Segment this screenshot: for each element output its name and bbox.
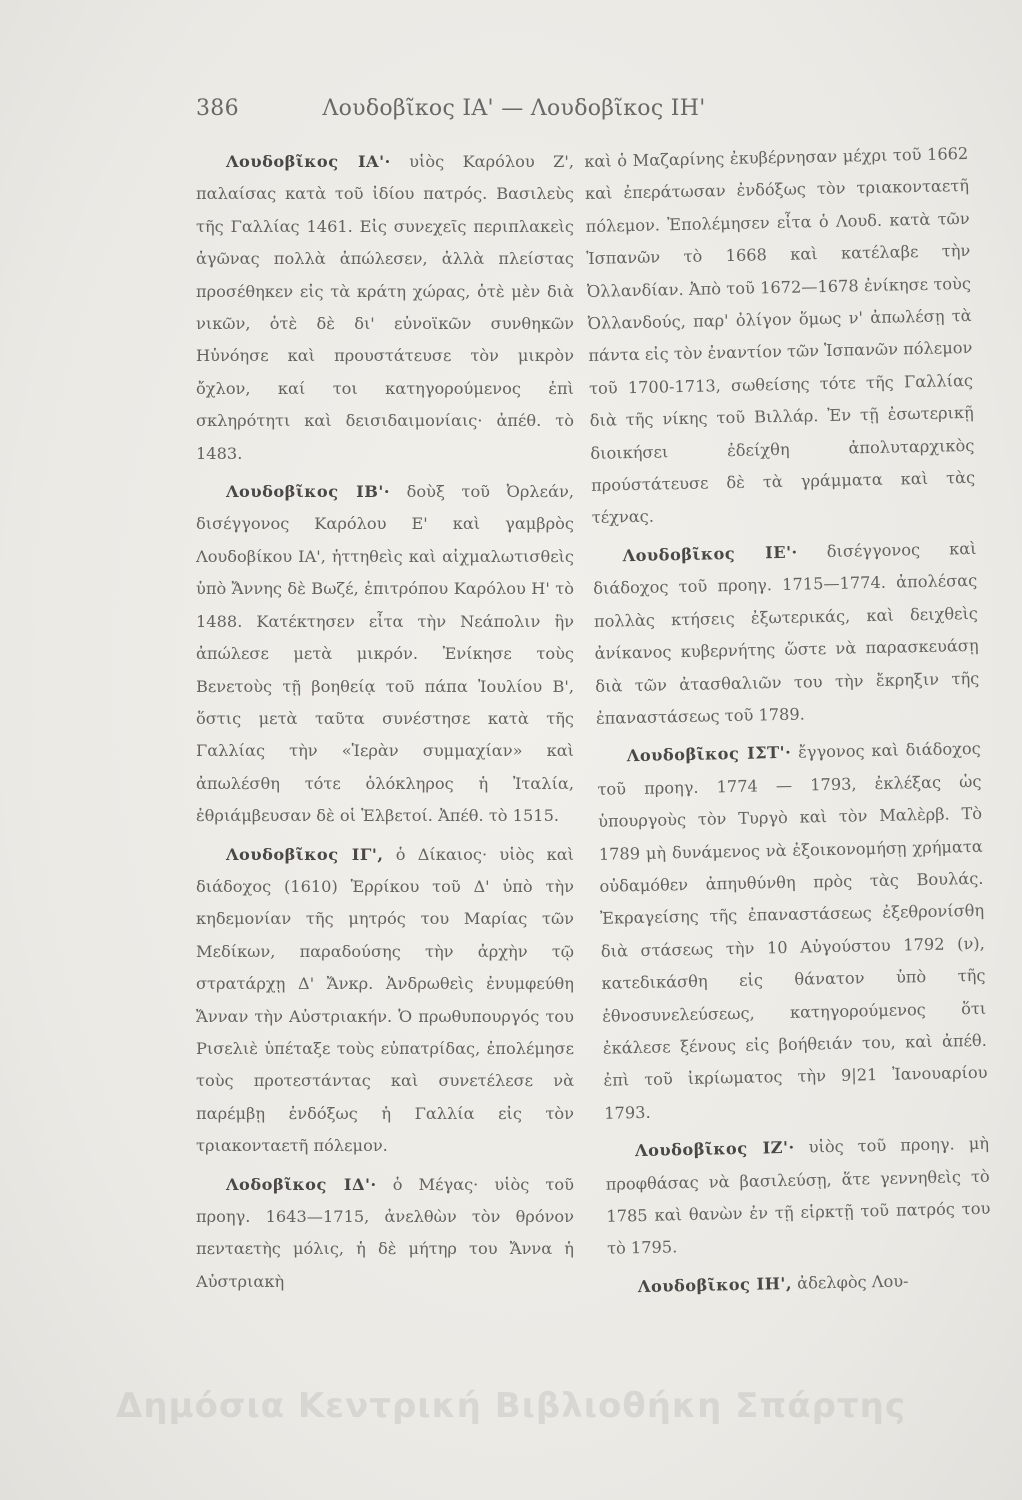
- entry-text: υἱὸς τοῦ προηγ. μὴ προφθάσας νὰ βασιλεύσῃ, ἅτε γεννηθεὶς τὸ 1785 καὶ θανὼν ἐν τῇ εἱρκτῇ τοῦ πατρός του τὸ 1795.: [605, 1133, 991, 1259]
- entry-louis-xiv: [196, 1169, 574, 1299]
- entry-louis-xiv-continued: [584, 138, 976, 535]
- entry-heading: Λουδοβῖκος ΙΑ'·: [226, 152, 391, 171]
- entry-text: δισέγγονος καὶ διάδοχος τοῦ προηγ. 1715—1774. ἀπολέσας πολλὰς κτήσεις ἐξωτερικάς, καὶ δειχθεὶς ἀνίκανος κυβερνήτης ὥστε νὰ παρασκευάσῃ διὰ τῶν ἀτασθαλιῶν του τὴν ἔκρηξιν τῆς ἐπαναστάσεως τοῦ 1789.: [593, 538, 980, 728]
- entry-heading: Λουδοβῖκος ΙΣΤ'·: [626, 743, 792, 766]
- entry-louis-xii: [196, 476, 574, 832]
- entry-louis-xiii: [196, 839, 574, 1163]
- entry-louis-xv: [592, 533, 980, 735]
- running-title: Λουδοβῖκος ΙΑ' — Λουδοβῖκος ΙΗ': [322, 96, 706, 121]
- entry-text: ἀδελφὸς Λου-: [796, 1271, 909, 1293]
- entry-heading: Λουδοβῖκος ΙΓ',: [226, 844, 384, 864]
- entry-heading: Λουδοβῖκος ΙΗ',: [637, 1273, 793, 1296]
- entry-text: ὁ Μέγας· υἱὸς τοῦ προηγ. 1643—1715, ἀνελθὼν τὸν θρόνον πενταετὴς μόλις, ἡ δὲ μήτηρ του Ἄννα ἡ Αὐστριακὴ: [196, 1174, 574, 1291]
- entry-heading: Λουδοβῖκος ΙΒ'·: [226, 482, 390, 502]
- entry-louis-xi: [196, 146, 574, 470]
- entry-text: ὁ Δίκαιος· υἱὸς καὶ διάδοχος (1610) Ἑρρίκου τοῦ Δ' ὑπὸ τὴν κηδεμονίαν τῆς μητρός του Μαρίας τῶν Μεδίκων, παραδούσης τὴν ἀρχὴν τῷ στρατάρχῃ Δ' Ἄνκρ. Ἀνδρωθεὶς ἐνυμφεύθη Ἄνναν τὴν Αὐστριακήν. Ὁ πρωθυπουργός του Ρισελιὲ ὑπέταξε τοὺς εὐπατρίδας, ἐπολέμησε τοὺς προτεστάντας καὶ συνετέλεσε νὰ παρέμβῃ ἐνδόξως ἡ Γαλλία εἰς τὸν τριακονταετῆ πόλεμον.: [196, 844, 575, 1156]
- page-number: 386: [196, 96, 239, 121]
- entry-louis-xvi: [596, 733, 988, 1130]
- page-header: [196, 96, 832, 136]
- entry-text: υἱὸς Καρόλου Ζ', παλαίσας κατὰ τοῦ ἰδίου πατρός. Βασιλεὺς τῆς Γαλλίας 1461. Εἰς συνεχεῖς περιπλακεὶς ἀγῶνας πολλὰ ἀπώλεσεν, ἀλλὰ πλείστας προσέθηκεν εἰς τὰ κράτη χώρας, ὁτὲ μὲν διὰ νικῶν, ὁτὲ δὲ δι' εὐνοϊκῶν συνθηκῶν Ηὐνόησε καὶ προυστάτευσε τὸν μικρὸν ὄχλον, καί τοι κατηγορούμενος ἐπὶ σκληρότητι καὶ δεισιδαιμονίαις· ἀπέθ. τὸ 1483.: [196, 152, 574, 463]
- left-column: [196, 146, 574, 1304]
- entry-heading: Λουδοβῖκος ΙΕ'·: [622, 542, 798, 566]
- entry-louis-xviii: [608, 1264, 993, 1304]
- entry-text: ἔγγονος καὶ διάδοχος τοῦ προηγ. 1774 — 1793, ἐκλέξας ὡς ὑπουργοὺς τὸν Τυργὸ καὶ τὸν Μαλὲρβ. Τὸ 1789 μὴ δυνάμενος νὰ ἐξοικονομήσῃ χρήματα οὐδαμόθεν ἀπηυθύνθη πρὸς τὰς Βουλάς. Ἐκραγείσης τῆς ἐπαναστάσεως ἐξεθρονίσθη διὰ στάσεως τὴν 10 Αὐγούστου 1792 (ν), κατεδικάσθη εἰς θάνατον ὑπὸ τῆς ἐθνοσυνελεύσεως, κατηγορούμενος ὅτι ἐκάλεσε ξένους εἰς βοήθειάν του, καὶ ἀπέθ. ἐπὶ τοῦ ἰκρίωματος τὴν 9|21 Ἰανουαρίου 1793.: [597, 739, 988, 1123]
- entry-louis-xvii: [605, 1128, 992, 1266]
- library-watermark: Δημόσια Κεντρική Βιβλιοθήκη Σπάρτης: [116, 1386, 906, 1426]
- entry-heading: Λουδοβῖκος ΙΖ'·: [634, 1137, 795, 1161]
- entry-text: καὶ ὁ Μαζαρίνης ἐκυβέρνησαν μέχρι τοῦ 1662 καὶ ἐπεράτωσαν ἐνδόξως τὸν τριακονταετῆ πόλεμον. Ἐπολέμησεν εἶτα ὁ Λουδ. κατὰ τῶν Ἱσπανῶν τὸ 1668 καὶ κατέλαβε τὴν Ὀλλανδίαν. Ἀπὸ τοῦ 1672—1678 ἐνίκησε τοὺς Ὀλλανδούς, παρ' ὀλίγον ὅμως ν' ἀπωλέσῃ τὰ πάντα εἰς τὸν ἐναντίον τῶν Ἱσπανῶν πόλεμον τοῦ 1700-1713, σωθείσης τότε τῆς Γαλλίας διὰ τῆς νίκης τοῦ Βιλλάρ. Ἐν τῇ ἐσωτερικῇ διοικήσει ἐδείχθη ἀπολυταρχικὸς προύστάτευσε δὲ τὰ γράμματα καὶ τὰς τέχνας.: [584, 143, 976, 528]
- entry-heading: Λοδοβῖκος ΙΔ'·: [226, 1174, 377, 1194]
- right-column: [584, 138, 992, 1310]
- entry-text: δοὺξ τοῦ Ὀρλεάν, δισέγγονος Καρόλου Ε' καὶ γαμβρὸς Λουδοβίκου ΙΑ', ἡττηθεὶς καὶ αἰχμαλωτισθεὶς ὑπὸ Ἄννης δὲ Βωζέ, ἐπιτρόπου Καρόλου Η' τὸ 1488. Κατέκτησεν εἶτα τὴν Νεάπολιν ἣν ἀπώλεσε μετὰ μικρόν. Ἐνίκησε τοὺς Βενετοὺς τῇ βοηθείᾳ τοῦ πάπα Ἰουλίου Β', ὅστις μετὰ ταῦτα συνέστησε κατὰ τῆς Γαλλίας τὴν «Ἱερὰν συμμαχίαν» καὶ ἀπωλέσθη τότε ὁλόκληρος ἡ Ἰταλία, ἐθριάμβευσαν δὲ οἱ Ἑλβετοί. Ἀπέθ. τὸ 1515.: [196, 482, 574, 826]
